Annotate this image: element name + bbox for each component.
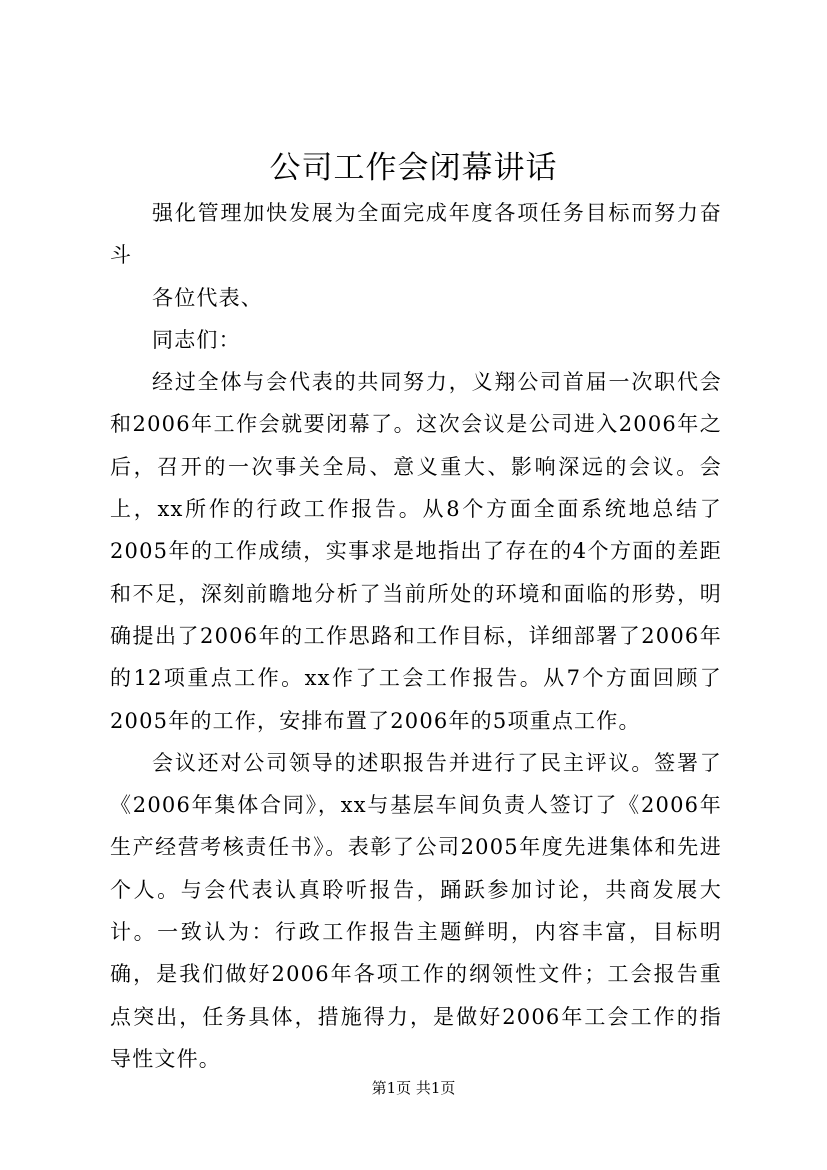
document-title: 公司工作会闭幕讲话 [269,150,558,186]
salutation-comrades: 同志们： [152,327,241,352]
body-paragraph: 经过全体与会代表的共同努力，义翔公司首届一次职代会和2006年工作会就要闭幕了。这次会议是公司进入2006年之后，召开的一次事关全局、意义重大、影响深远的会议。会上，xx所作的行政工作报告。从8个方面全面系统地总结了2005年的工作成绩，实事求是地指出了存在的4个方面的差距和不足，深刻前瞻地分析了当前所处的环境和面临的形势，明确提出了2006年的工作思路和工作目标，详细部署了2006年的12项重点工作。xx作了工会工作报告。从7个方面回顾了2005年的工作，安排布置了2006年的5项重点工作。 [110,370,722,733]
salutation-delegates: 各位代表、 [152,285,263,310]
page-number: 第1页 共1页 [371,1079,456,1097]
document-body [110,192,722,1080]
body-paragraph: 会议还对公司领导的述职报告并进行了民主评议。签署了《2006年集体合同》，xx与基层车间负责人签订了《2006年生产经营考核责任书》。表彰了公司2005年度先进集体和先进个人。与会代表认真聆听报告，踊跃参加讨论，共商发展大计。一致认为：行政工作报告主题鲜明，内容丰富，目标明确，是我们做好2006年各项工作的纲领性文件；工会报告重点突出，任务具体，措施得力，是做好2006年工会工作的指导性文件。 [110,750,722,1071]
subtitle-paragraph: 强化管理加快发展为全面完成年度各项任务目标而努力奋斗 [110,201,722,268]
